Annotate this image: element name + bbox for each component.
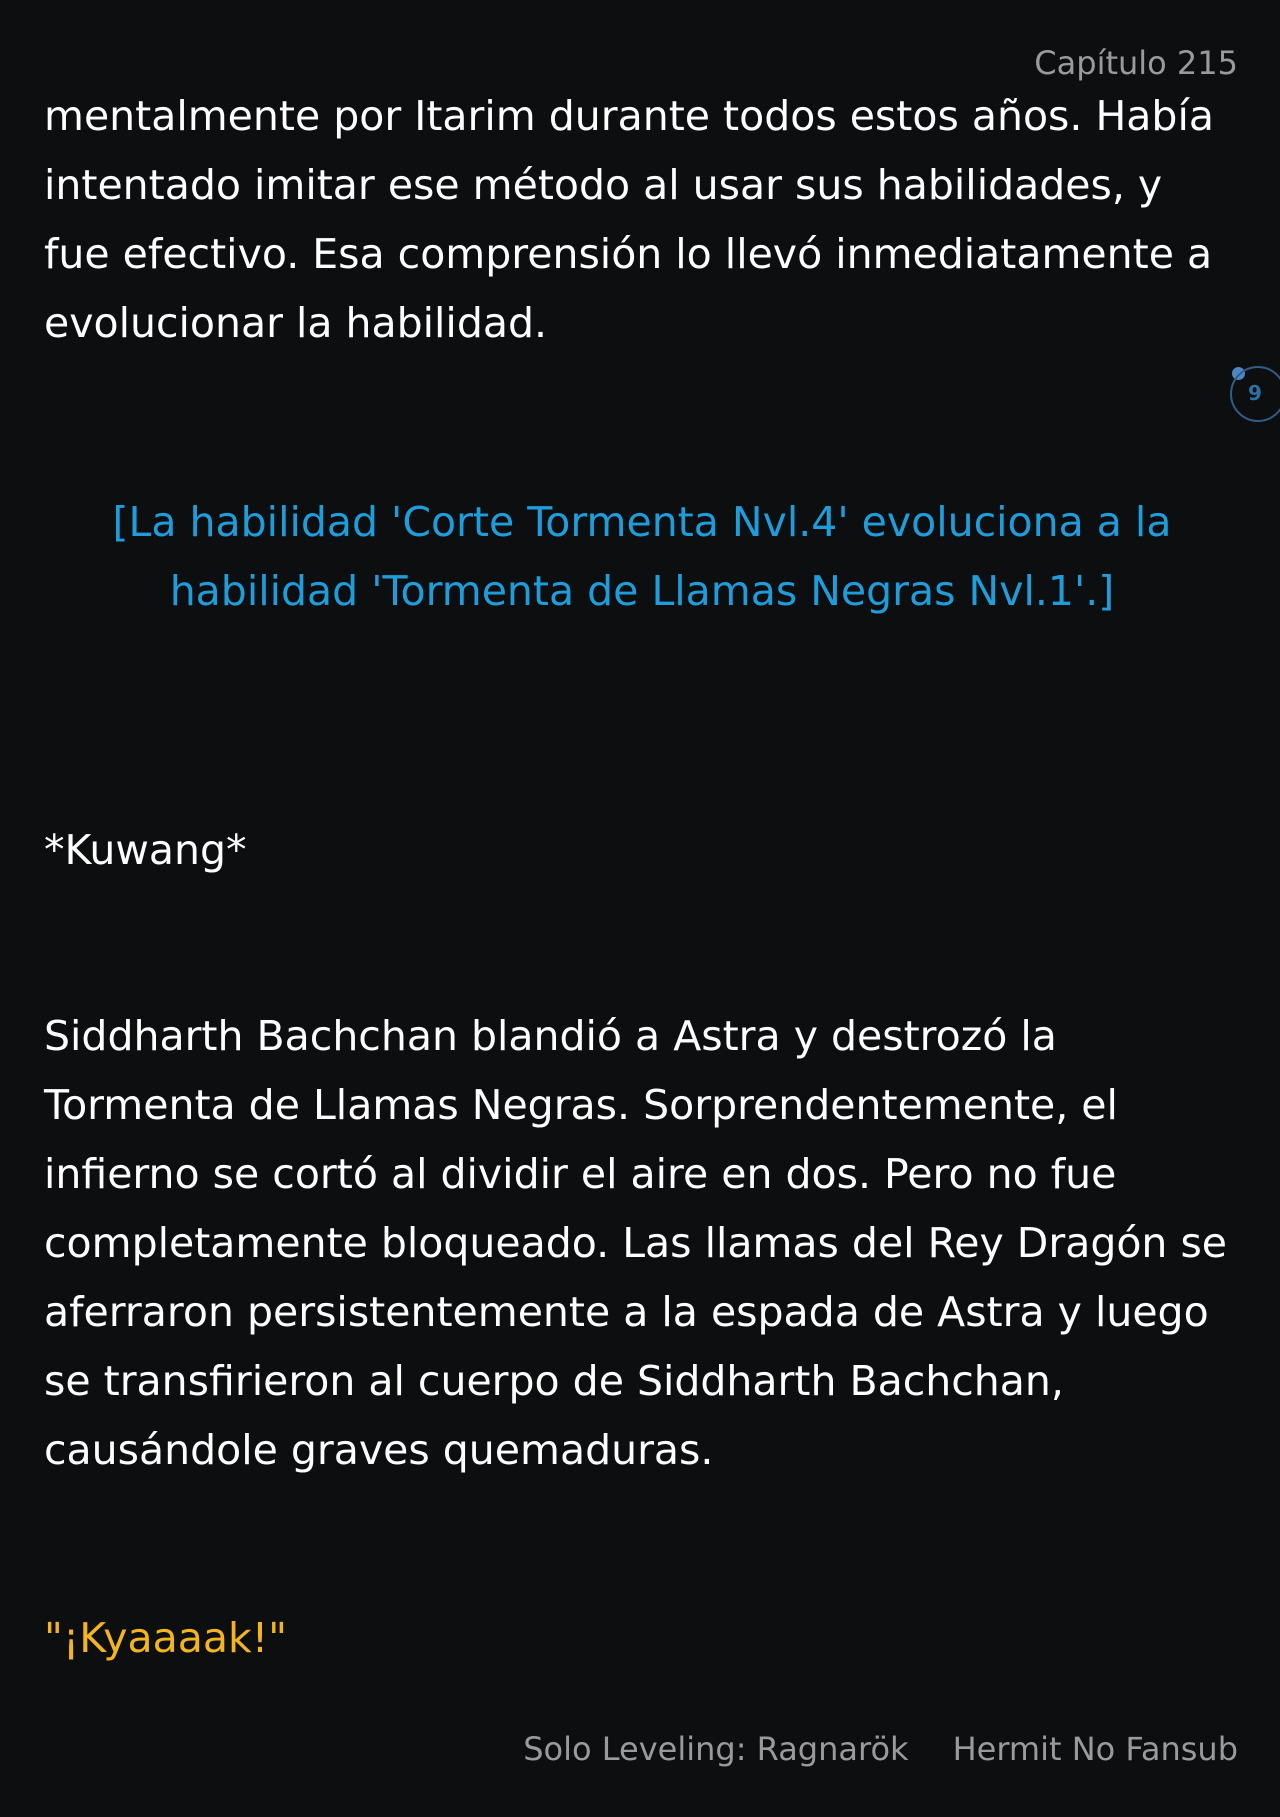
progress-number: 9: [1248, 381, 1262, 405]
sound-effect-line: *Kuwang*: [44, 826, 247, 874]
footer: [523, 1730, 1238, 1768]
dialogue-line: "¡Kyaaaak!": [44, 1614, 287, 1662]
system-message: [La habilidad 'Corte Tormenta Nvl.4' evoluciona a la habilidad 'Tormenta de Llamas Negras Nvl.1'.]: [112, 498, 1172, 615]
paragraph: Siddharth Bachchan blandió a Astra y destrozó la Tormenta de Llamas Negras. Sorprendentemente, el infierno se cortó al dividir el aire en dos. Pero no fue completamente bloqueado. Las llamas del Rey Dragón se aferraron persistentemente a la espada de Astra y luego se transfirieron al cuerpo de Siddharth Bachchan, causándole graves quemaduras.: [44, 1012, 1228, 1474]
translator-credit: Hermit No Fansub: [952, 1730, 1238, 1768]
novel-title: Solo Leveling: Ragnarök: [523, 1730, 909, 1768]
paragraph: mentalmente por Itarim durante todos estos años. Había intentado imitar ese método al usar sus habilidades, y fue efectivo. Esa comprensión lo llevó inmediatamente a evolucionar la habilidad.: [44, 92, 1214, 347]
chapter-text: [44, 82, 1240, 1662]
chapter-label: Capítulo 215: [1034, 44, 1238, 82]
progress-indicator-button[interactable]: [1230, 366, 1280, 422]
